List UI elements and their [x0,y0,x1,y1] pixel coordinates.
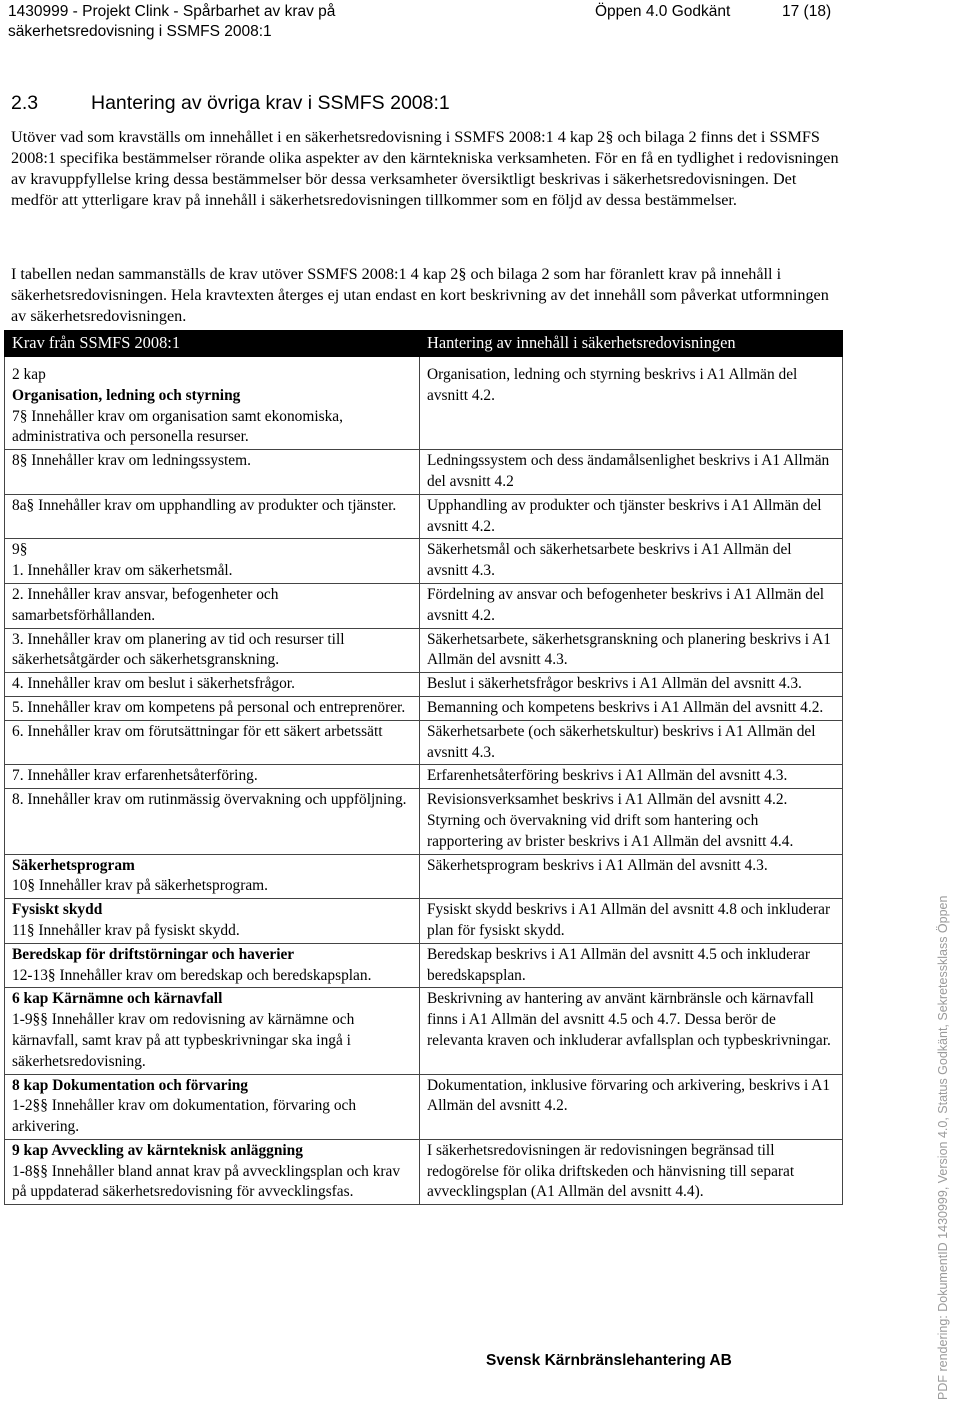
column-header-requirement: Krav från SSMFS 2008:1 [5,331,420,357]
requirement-cell [5,628,420,673]
section-heading [11,90,450,116]
requirement-text: 8§ Innehåller krav om ledningssystem. [12,452,251,470]
requirement-heading: Säkerhetsprogram [12,856,135,874]
table-row [5,988,843,1074]
table-row [5,494,843,539]
requirement-cell [5,899,420,944]
requirement-cell [5,720,420,765]
page-header [8,2,868,46]
handling-cell: Säkerhetsarbete, säkerhetsgranskning och planering beskrivs i A1 Allmän del avsnitt 4.3. [420,628,843,673]
table-row [5,539,843,584]
handling-cell: Säkerhetsarbete (och säkerhetskultur) beskrivs i A1 Allmän del avsnitt 4.3. [420,720,843,765]
requirement-text: 2 kap [12,366,46,383]
table-row [5,765,843,789]
table-row [5,450,843,495]
table-row [5,789,843,854]
handling-cell: Säkerhetsprogram beskrivs i A1 Allmän del avsnitt 4.3. [420,854,843,899]
table-row [5,673,843,697]
requirement-text: 8. Innehåller krav om rutinmässig övervakning och uppföljning. [12,791,407,809]
requirement-text: 6. Innehåller krav om förutsättningar för ett säkert arbetssätt [12,722,383,740]
requirement-text: 2. Innehåller krav ansvar, befogenheter och samarbetsförhållanden. [12,585,279,624]
handling-cell: Fördelning av ansvar och befogenheter beskrivs i A1 Allmän del avsnitt 4.2. [420,583,843,628]
intro-paragraph: Utöver vad som kravställs om innehållet i en säkerhetsredovisning i SSMFS 2008:1 4 kap 2§ och bilaga 2 finns det i SSMFS 2008:1 specifika bestämmelser rörande olika aspekter av den kärntekniska verksamheten. För en få en tydlighet i redovisningen av kravuppfyllelse kring dessa bestämmelser bör dessa verksamheter översiktligt beskrivas i säkerhetsredovisningen. Det medför att ytterligare krav på innehåll i säkerhetsredovisningen tillkommer som en följd av dessa bestämmelser. [11,128,839,209]
requirement-cell [5,854,420,899]
requirement-heading: 8 kap Dokumentation och förvaring [12,1076,249,1094]
requirement-cell [5,673,420,697]
requirement-heading: Beredskap för driftstörningar och haverier [12,945,295,963]
requirement-text: 7§ Innehåller krav om organisation samt ekonomiska, administrativa och personella resurser. [12,407,343,446]
table-row [5,357,843,450]
handling-cell: Beskrivning av hantering av använt kärnbränsle och kärnavfall finns i A1 Allmän del avsnitt 4.5 och 4.7. Dessa berör de relevanta kraven och inkluderar avfallsplan och typbeskrivningar. [420,988,843,1074]
page-number: 17 (18) [782,3,832,20]
table-row [5,854,843,899]
table-header-row [5,331,843,357]
table-row [5,1074,843,1139]
requirement-text: 1-8§§ Innehåller bland annat krav på avvecklingsplan och krav på uppdaterad säkerhetsredovisning för avvecklingsfas. [12,1162,401,1201]
requirement-cell [5,1074,420,1139]
requirement-text: 8a§ Innehåller krav om upphandling av produkter och tjänster. [12,496,397,514]
table-row [5,628,843,673]
requirement-cell [5,988,420,1074]
section-number: 2.3 [11,92,39,114]
handling-cell: Beslut i säkerhetsfrågor beskrivs i A1 Allmän del avsnitt 4.3. [420,673,843,697]
requirement-cell [5,357,420,450]
requirement-text: 5. Innehåller krav om kompetens på personal och entreprenörer. [12,698,406,716]
requirement-cell [5,696,420,720]
table-row [5,720,843,765]
handling-cell: Bemanning och kompetens beskrivs i A1 Allmän del avsnitt 4.2. [420,696,843,720]
doc-title-line-1: 1430999 - Projekt Clink - Spårbarhet av krav på [8,3,336,20]
requirement-text: 3. Innehåller krav om planering av tid och resurser till säkerhetsåtgärder och säkerhetsgranskning. [12,630,345,669]
table-row [5,1139,843,1204]
requirement-text: 10§ Innehåller krav på säkerhetsprogram. [12,877,268,895]
table-description-paragraph: I tabellen nedan sammanställs de krav utöver SSMFS 2008:1 4 kap 2§ och bilaga 2 som har föranlett krav på innehåll i säkerhetsredovisningen. Hela kravtexten återges ej utan endast en kort beskrivning av det innehåll som påverkat utformningen av säkerhetsredovisningen. [11,265,829,325]
footer-company: Svensk Kärnbränslehantering AB [486,1352,732,1369]
doc-status: Öppen 4.0 Godkänt [595,3,731,20]
requirement-text: 7. Innehåller krav erfarenhetsåterföring. [12,767,258,785]
requirement-text: 11§ Innehåller krav på fysiskt skydd. [12,921,240,939]
requirement-text: 1. Innehåller krav om säkerhetsmål. [12,562,233,580]
requirement-cell [5,789,420,854]
handling-cell: Revisionsverksamhet beskrivs i A1 Allmän del avsnitt 4.2. Styrning och övervakning vid drift som hantering och rapportering av brister beskrivs i A1 Allmän del avsnitt 4.4. [420,789,843,854]
requirement-cell [5,765,420,789]
requirement-text: 4. Innehåller krav om beslut i säkerhetsfrågor. [12,675,295,693]
requirement-cell [5,943,420,988]
handling-cell: Organisation, ledning och styrning beskrivs i A1 Allmän del avsnitt 4.2. [420,357,843,450]
requirement-cell [5,1139,420,1204]
requirement-text: 1-9§§ Innehåller krav om redovisning av kärnämne och kärnavfall, samt krav på att typbeskrivningar ska ingå i säkerhetsredovisning. [12,1011,355,1070]
pdf-rendering-note: PDF rendering: DokumentID 1430999, Version 4.0, Status Godkänt, Sekretessklass Öppen [936,895,950,1400]
requirement-text: 12-13§ Innehåller krav om beredskap och beredskapsplan. [12,966,372,984]
column-header-handling: Hantering av innehåll i säkerhetsredovisningen [420,331,843,357]
handling-cell: Beredskap beskrivs i A1 Allmän del avsnitt 4.5 och inkluderar beredskapsplan. [420,943,843,988]
doc-title-line-2: säkerhetsredovisning i SSMFS 2008:1 [8,23,272,40]
handling-cell: Upphandling av produkter och tjänster beskrivs i A1 Allmän del avsnitt 4.2. [420,494,843,539]
requirement-heading: Fysiskt skydd [12,901,103,919]
table-row [5,696,843,720]
handling-cell: Säkerhetsmål och säkerhetsarbete beskrivs i A1 Allmän del avsnitt 4.3. [420,539,843,584]
table-row [5,899,843,944]
requirement-heading: 6 kap Kärnämne och kärnavfall [12,990,223,1008]
requirement-cell [5,539,420,584]
section-title: Hantering av övriga krav i SSMFS 2008:1 [91,92,450,114]
handling-cell: Erfarenhetsåterföring beskrivs i A1 Allmän del avsnitt 4.3. [420,765,843,789]
requirement-cell [5,494,420,539]
requirement-text: 1-2§§ Innehåller krav om dokumentation, förvaring och arkivering. [12,1097,357,1136]
table-row [5,943,843,988]
handling-cell: I säkerhetsredovisningen är redovisningen begränsad till redogörelse för olika driftskeden och hänvisning till separat avvecklingsplan (A1 Allmän del avsnitt 4.4). [420,1139,843,1204]
table-row [5,583,843,628]
table-body [5,357,843,1205]
requirement-cell [5,450,420,495]
requirement-text: 9§ [12,541,28,559]
requirements-table [4,330,843,1205]
handling-cell: Fysiskt skydd beskrivs i A1 Allmän del avsnitt 4.8 och inkluderar plan för fysiskt skydd. [420,899,843,944]
requirement-cell [5,583,420,628]
requirement-heading: 9 kap Avveckling av kärnteknisk anläggning [12,1141,303,1159]
handling-cell: Ledningssystem och dess ändamålsenlighet beskrivs i A1 Allmän del avsnitt 4.2 [420,450,843,495]
handling-cell: Dokumentation, inklusive förvaring och arkivering, beskrivs i A1 Allmän del avsnitt 4.2. [420,1074,843,1139]
requirement-heading: Organisation, ledning och styrning [12,386,241,404]
